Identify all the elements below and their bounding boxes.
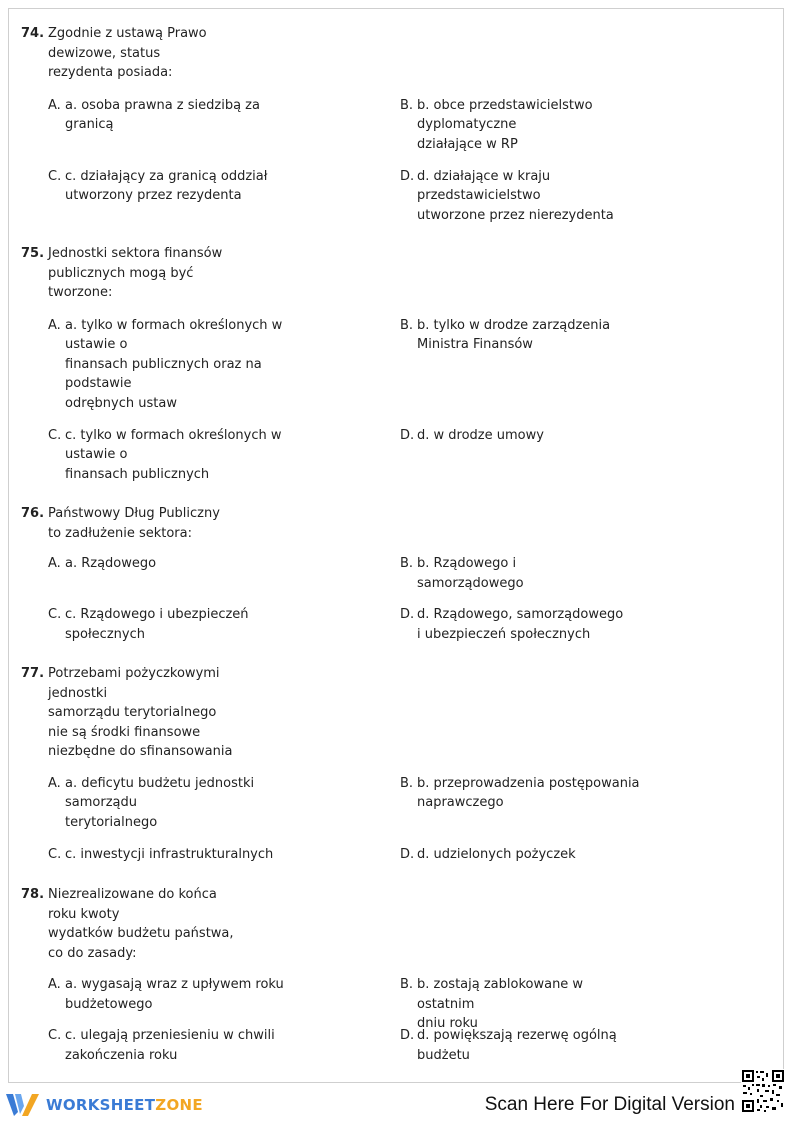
option-c[interactable] [48, 1026, 290, 1065]
option-letter: A. [48, 977, 61, 992]
question-text: Potrzebami pożyczkowymi jednostki samorządu terytorialnego nie są środki finansowe niezbędne do sfinansowania [48, 666, 233, 759]
option-letter: A. [48, 556, 61, 571]
option-letter: D. [400, 607, 415, 622]
option-b[interactable] [400, 96, 642, 155]
question-text: Jednostki sektora finansów publicznych mogą być tworzone: [48, 246, 223, 300]
question-number: 76. [21, 506, 45, 521]
option-a[interactable] [48, 774, 290, 833]
option-text: d. działające w kraju przedstawicielstwo utworzone przez nierezydenta [417, 168, 614, 223]
option-d[interactable] [400, 1026, 642, 1065]
option-text: d. Rządowego, samorządowego i ubezpieczeń społecznych [417, 607, 624, 642]
options [48, 963, 761, 1063]
option-letter: A. [48, 97, 61, 113]
option-letter: D. [400, 1028, 415, 1043]
option-a[interactable] [48, 96, 290, 135]
option-letter: C. [48, 168, 62, 184]
option-text: a. Rządowego [65, 556, 157, 571]
option-letter: B. [400, 556, 414, 571]
option-letter: B. [400, 97, 414, 113]
option-text: d. udzielonych pożyczek [417, 846, 576, 862]
question-text: Zgodnie z ustawą Prawo dewizowe, status rezydenta posiada: [48, 26, 207, 80]
option-text: c. ulegają przeniesieniu w chwili zakończenia roku [65, 1028, 275, 1063]
option-text: b. przeprowadzenia postępowania naprawczego [417, 775, 640, 810]
option-letter: B. [400, 977, 414, 992]
option-letter: D. [400, 427, 415, 443]
option-text: b. Rządowego i samorządowego [417, 556, 524, 591]
option-b[interactable] [400, 975, 642, 1034]
question-77 [21, 664, 761, 872]
question-78 [21, 885, 761, 1063]
option-d[interactable] [400, 167, 642, 226]
option-letter: D. [400, 168, 415, 184]
option-letter: B. [400, 775, 414, 791]
option-letter: A. [48, 317, 61, 333]
option-a[interactable] [48, 316, 290, 414]
option-text: b. tylko w drodze zarządzenia Ministra Finansów [417, 317, 611, 352]
option-letter: D. [400, 846, 415, 862]
question-text: Niezrealizowane do końca roku kwoty wydatków budżetu państwa, co do zasady: [48, 887, 234, 961]
option-text: a. tylko w formach określonych w ustawie o finansach publicznych oraz na podstawie odrębnych ustaw [65, 317, 283, 411]
options [48, 303, 761, 503]
question-number: 78. [21, 887, 45, 902]
option-text: b. zostają zablokowane w ostatnim dniu roku [417, 977, 584, 1031]
logo-text: WORKSHEETZONE [46, 1096, 203, 1114]
option-b[interactable] [400, 554, 642, 593]
option-d[interactable] [400, 605, 642, 644]
option-letter: C. [48, 846, 62, 862]
option-text: c. Rządowego i ubezpieczeń społecznych [65, 607, 249, 642]
option-text: b. obce przedstawicielstwo dyplomatyczne działające w RP [417, 97, 593, 152]
option-b[interactable] [400, 774, 642, 813]
options [48, 83, 761, 223]
question-number: 75. [21, 246, 45, 261]
option-letter: C. [48, 1028, 62, 1043]
option-c[interactable] [48, 167, 290, 206]
footer [0, 1084, 793, 1122]
question-75 [21, 244, 761, 503]
option-c[interactable] [48, 845, 290, 865]
option-c[interactable] [48, 605, 290, 644]
option-d[interactable] [400, 845, 642, 865]
option-text: a. wygasają wraz z upływem roku budżetowego [65, 977, 284, 1012]
question-number: 74. [21, 26, 45, 41]
option-c[interactable] [48, 426, 290, 485]
option-text: c. inwestycji infrastrukturalnych [65, 846, 274, 862]
option-text: d. w drodze umowy [417, 427, 544, 443]
option-text: a. deficytu budżetu jednostki samorządu terytorialnego [65, 775, 255, 830]
qr-code-icon[interactable] [741, 1069, 785, 1113]
option-text: d. powiększają rezerwę ogólną budżetu [417, 1028, 617, 1063]
option-text: a. osoba prawna z siedzibą za granicą [65, 97, 260, 132]
question-number: 77. [21, 666, 45, 681]
worksheetzone-logo[interactable] [6, 1092, 203, 1118]
option-letter: B. [400, 317, 414, 333]
option-letter: C. [48, 427, 62, 443]
option-b[interactable] [400, 316, 642, 355]
option-text: c. działający za granicą oddział utworzony przez rezydenta [65, 168, 268, 203]
question-76 [21, 504, 761, 653]
option-a[interactable] [48, 975, 290, 1014]
scan-here-text: Scan Here For Digital Version [484, 1094, 735, 1115]
option-letter: A. [48, 775, 61, 791]
option-letter: C. [48, 607, 62, 622]
options [48, 543, 761, 653]
option-a[interactable] [48, 554, 290, 574]
option-d[interactable] [400, 426, 642, 446]
options [48, 762, 761, 872]
worksheetzone-logo-icon [6, 1092, 40, 1118]
question-74 [21, 24, 761, 223]
option-text: c. tylko w formach określonych w ustawie o finansach publicznych [65, 427, 282, 482]
question-text: Państwowy Dług Publiczny to zadłużenie sektora: [48, 506, 220, 541]
